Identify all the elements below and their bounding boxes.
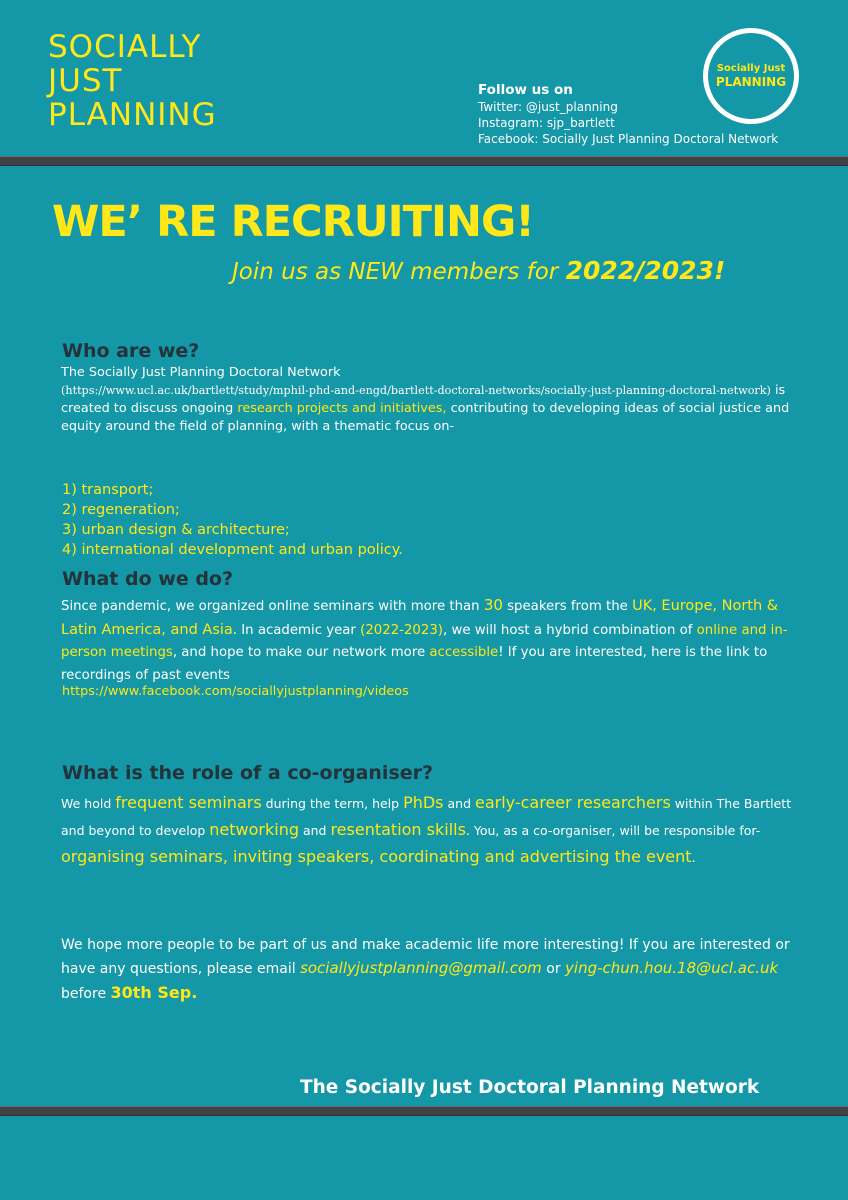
role-highlight: resentation skills — [330, 820, 466, 839]
role-text: . You, as a co-organiser, will be responsible for- — [465, 823, 761, 838]
instagram-handle[interactable]: Instagram: sjp_bartlett — [478, 116, 615, 130]
regions: UK, Europe, North & Latin America, and Asia — [61, 598, 779, 638]
who-heading: Who are we? — [62, 340, 200, 362]
speaker-count: 30 — [483, 596, 503, 614]
what-text: speakers from the — [502, 599, 633, 614]
logo-ring — [708, 33, 794, 119]
list-item: 3) urban design & architecture; — [62, 522, 290, 538]
who-text: contributing to developing ideas of social justice and equity around the field of planning, with a thematic focus on- — [61, 401, 790, 434]
role-text: . — [691, 850, 696, 865]
what-text: ! If you are interested, here is the link to recordings of past events — [61, 645, 768, 683]
logo-center — [711, 36, 791, 116]
network-title — [48, 30, 217, 132]
title-line: SOCIALLY — [48, 29, 202, 65]
role-highlight: early-career researchers — [474, 793, 671, 812]
what-text: . In academic year — [232, 622, 361, 638]
subheadline-text: Join us as NEW members for — [232, 259, 566, 285]
footer-network-name: The Socially Just Doctoral Planning Network — [300, 1077, 760, 1098]
role-paragraph — [61, 790, 801, 871]
focus-list — [62, 480, 403, 560]
what-paragraph — [61, 594, 796, 687]
list-item: 2) regeneration; — [62, 502, 180, 518]
accessible-word: accessible — [429, 645, 499, 660]
role-heading: What is the role of a co-organiser? — [62, 762, 434, 784]
who-paragraph — [61, 364, 796, 436]
role-text: during the term, help — [261, 796, 404, 811]
twitter-handle[interactable]: Twitter: @just_planning — [478, 100, 618, 114]
role-text: We hold — [61, 796, 116, 811]
role-highlight: organising seminars, inviting speakers, coordinating and advertising the event — [61, 847, 692, 866]
list-item: 4) international development and urban policy. — [62, 542, 403, 558]
what-text: Since pandemic, we organized online seminars with more than — [61, 599, 484, 614]
title-line: JUST — [48, 63, 123, 99]
subheadline — [232, 256, 725, 287]
role-highlight: frequent seminars — [115, 793, 262, 812]
network-url-link[interactable]: (https://www.ucl.ac.uk/bartlett/study/mphil-phd-and-engd/bartlett-doctoral-networks/socially-just-planning-doctoral-network) — [61, 384, 771, 397]
who-highlight: research projects and initiatives, — [237, 401, 447, 416]
bottom-divider — [0, 1106, 848, 1116]
what-heading: What do we do? — [62, 568, 233, 590]
logo — [703, 28, 799, 124]
role-text: within The Bartlett and beyond to develop — [61, 796, 792, 838]
top-divider — [0, 156, 848, 166]
closing-text: We hope more people to be part of us and make academic life more interesting! If you are interested or have any questions, please email — [61, 937, 790, 977]
logo-text-line1: Socially Just — [716, 62, 786, 74]
meeting-format: online and in-person meetings — [61, 622, 788, 660]
logo-text-line2: PLANNING — [715, 74, 787, 89]
deadline: 30th Sep. — [110, 983, 198, 1002]
closing-text: before — [61, 986, 111, 1002]
who-text: is created to discuss ongoing — [61, 383, 786, 416]
closing-paragraph — [61, 934, 801, 1006]
role-text: and — [298, 823, 331, 838]
headline: WE’ RE RECRUITING! — [52, 197, 534, 247]
list-item: 1) transport; — [62, 482, 154, 498]
recordings-link[interactable]: https://www.facebook.com/sociallyjustplanning/videos — [62, 684, 409, 699]
email-link[interactable]: ying-chun.hou.18@ucl.ac.uk — [565, 959, 779, 977]
role-text: and — [443, 796, 475, 811]
follow-heading: Follow us on — [478, 82, 573, 98]
email-link[interactable]: sociallyjustplanning@gmail.com — [300, 959, 542, 977]
who-intro: The Socially Just Planning Doctoral Network — [61, 365, 341, 380]
facebook-page[interactable]: Facebook: Socially Just Planning Doctoral Network — [478, 132, 779, 146]
title-line: PLANNING — [48, 97, 217, 133]
what-text: , and hope to make our network more — [172, 645, 430, 660]
academic-year: (2022-2023) — [360, 622, 443, 638]
role-highlight: networking — [209, 820, 299, 839]
role-highlight: PhDs — [403, 793, 444, 812]
subheadline-year: 2022/2023! — [565, 256, 726, 285]
what-text: , we will host a hybrid combination of — [443, 622, 697, 638]
closing-text: or — [541, 961, 566, 977]
